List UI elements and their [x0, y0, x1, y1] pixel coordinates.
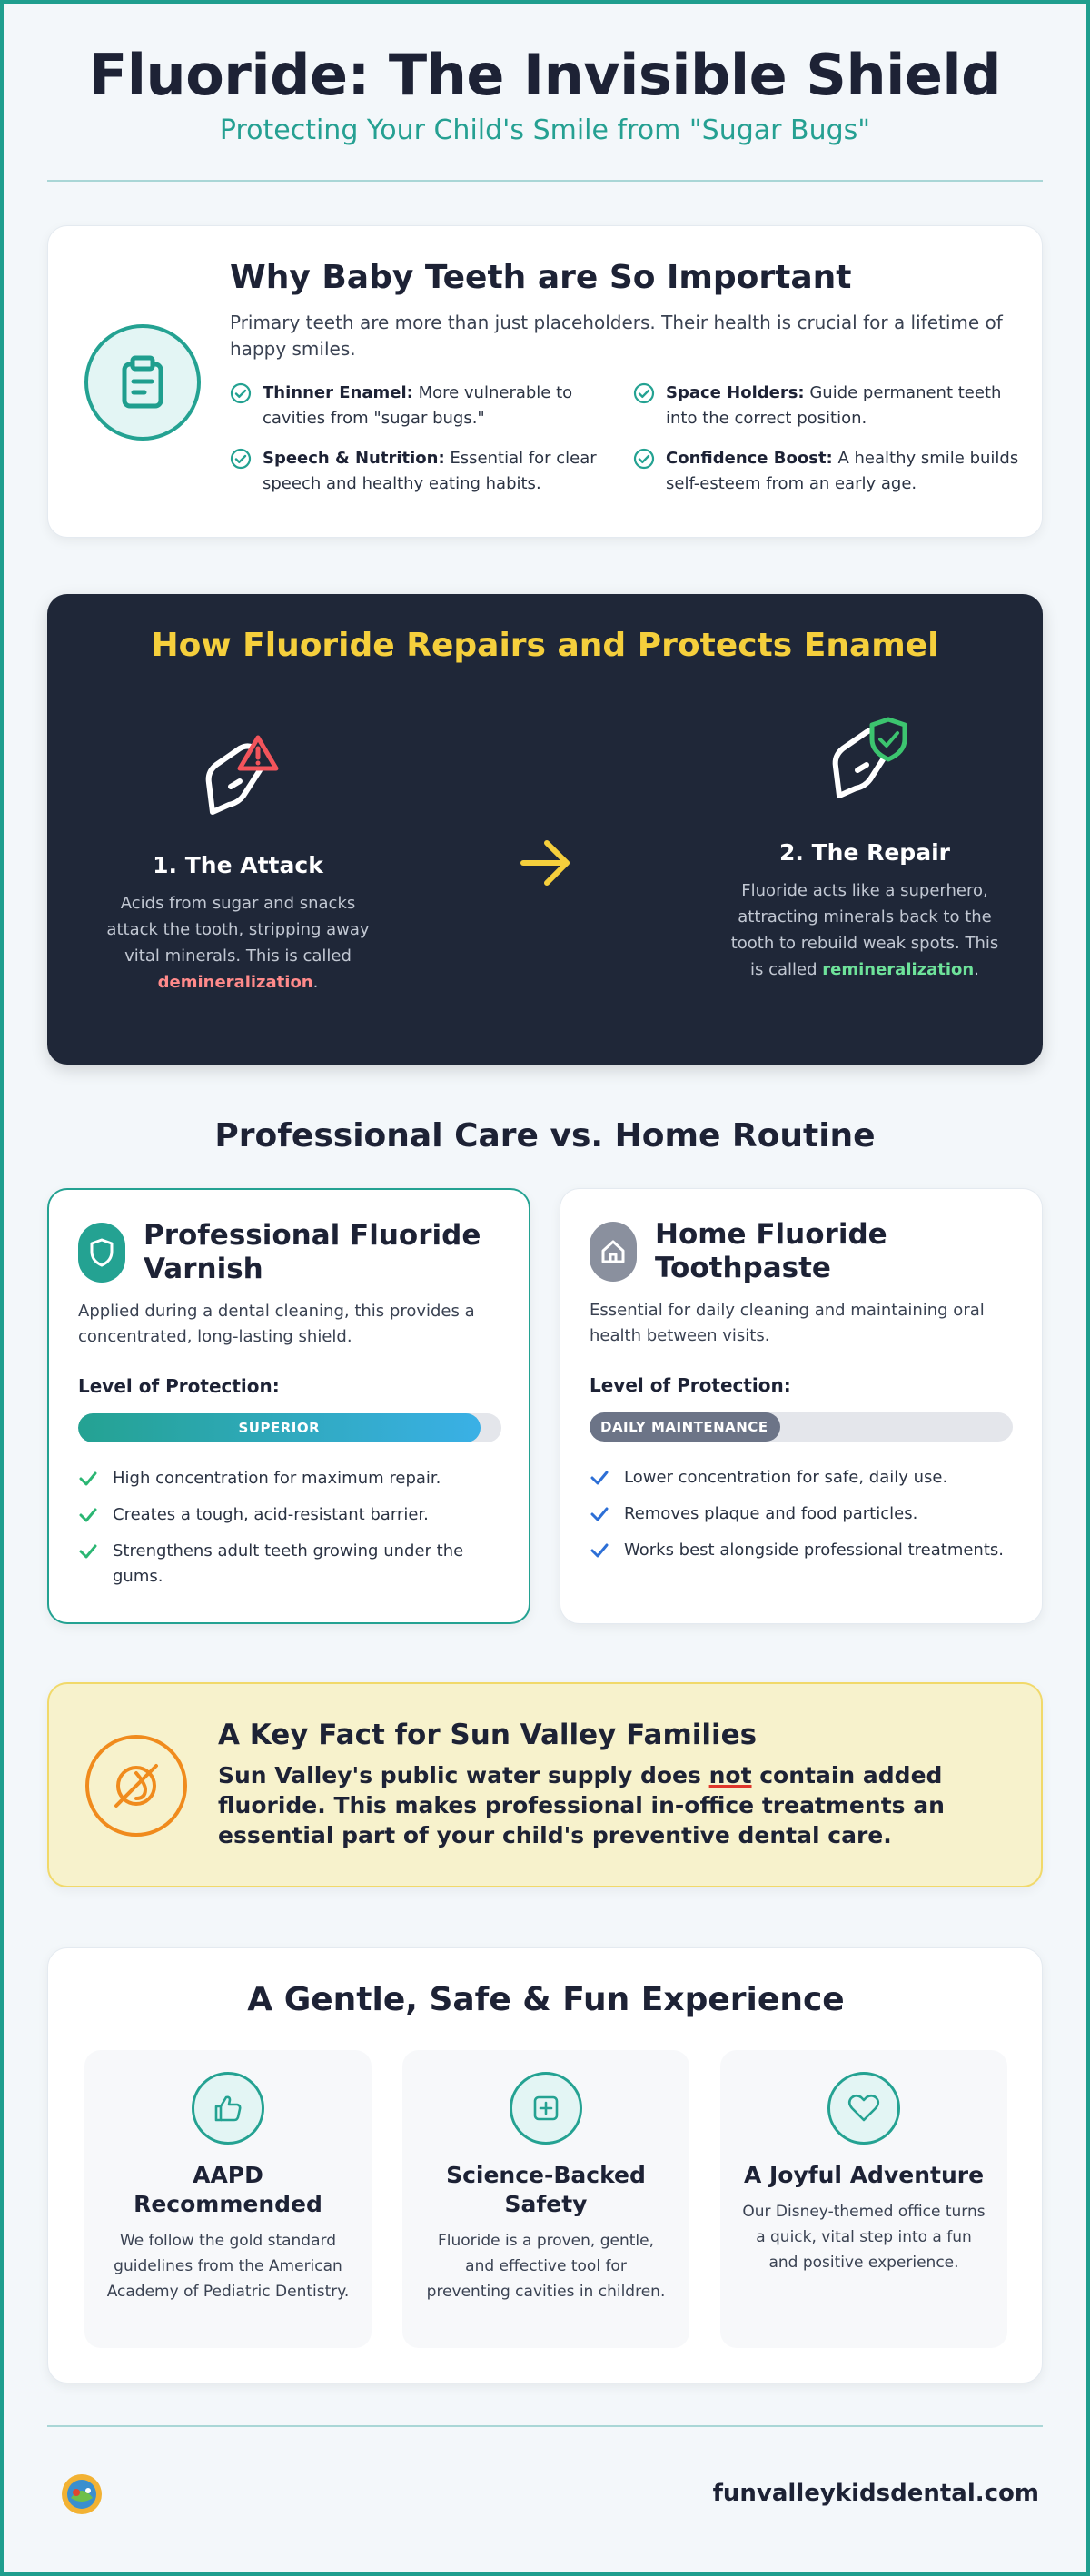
home-icon	[590, 1222, 637, 1282]
professional-title: Professional Fluoride Varnish	[144, 1219, 481, 1285]
attack-end: .	[312, 973, 319, 992]
home-desc: Essential for daily cleaning and maintaining oral health between visits.	[590, 1301, 985, 1345]
professional-varnish-card	[47, 1188, 530, 1624]
fact-label: Space Holders:	[666, 383, 805, 402]
check-icon	[78, 1470, 98, 1488]
experience-section	[47, 1947, 1043, 2383]
list-item-text: Creates a tough, acid-resistant barrier.	[113, 1505, 429, 1524]
remineralization-term: remineralization	[822, 960, 975, 979]
professional-desc: Applied during a dental cleaning, this provides a concentrated, long-lasting shield.	[78, 1302, 475, 1346]
fact-speech-nutrition	[263, 446, 626, 497]
compare-title: Professional Care vs. Home Routine	[214, 1117, 876, 1154]
professional-level-label: Level of Protection:	[78, 1375, 280, 1397]
baby-teeth-title: Why Baby Teeth are So Important	[230, 259, 852, 296]
fact-thinner-enamel	[263, 381, 626, 431]
experience-card-joyful	[720, 2050, 1007, 2348]
demineralization-term: demineralization	[157, 973, 313, 992]
baby-teeth-card	[47, 225, 1043, 538]
key-fact-after: contain added fluoride. This makes professional in-office treatments an essential part of your child's preventive dental care.	[218, 1762, 945, 1848]
practice-logo	[58, 2471, 105, 2518]
website-link[interactable]: funvalleykidsdental.com	[712, 2480, 1039, 2507]
plus-square-icon	[510, 2072, 582, 2145]
experience-card-text: We follow the gold standard guidelines from the American Academy of Pediatric Dentistry.	[106, 2232, 350, 2301]
list-item	[113, 1502, 494, 1528]
repair-title: How Fluoride Repairs and Protects Enamel	[151, 627, 939, 664]
check-circle-icon	[633, 448, 655, 470]
tooth-warning-icon	[193, 728, 292, 828]
experience-card-aapd	[84, 2050, 372, 2348]
attack-title: 1. The Attack	[153, 852, 323, 878]
experience-card-text: Fluoride is a proven, gentle, and effective tool for preventing cavities in children.	[426, 2232, 666, 2301]
list-item	[113, 1539, 494, 1590]
check-circle-icon	[230, 448, 252, 470]
fact-confidence-boost	[666, 446, 1029, 497]
attack-text	[102, 890, 374, 996]
check-circle-icon	[230, 382, 252, 404]
fact-space-holders	[666, 381, 1029, 431]
key-fact-title: A Key Fact for Sun Valley Families	[218, 1719, 758, 1751]
fact-label: Confidence Boost:	[666, 449, 833, 468]
experience-card-title: AAPD Recommended	[134, 2162, 322, 2217]
key-fact-text	[218, 1760, 963, 1850]
list-item-text: High concentration for maximum repair.	[113, 1469, 441, 1488]
list-item	[624, 1501, 1006, 1527]
fact-label: Thinner Enamel:	[263, 383, 413, 402]
no-water-drop-icon	[85, 1735, 187, 1837]
fluoride-repair-panel	[47, 594, 1043, 1065]
heart-icon	[827, 2072, 900, 2145]
check-icon	[590, 1505, 609, 1523]
thumbs-up-icon	[192, 2072, 264, 2145]
experience-card-text: Our Disney-themed office turns a quick, vital step into a fun and positive experience.	[742, 2203, 986, 2272]
check-icon	[590, 1469, 609, 1487]
list-item-text: Strengthens adult teeth growing under the gums.	[113, 1541, 464, 1586]
fact-text: Essential for clear speech and healthy eating habits.	[263, 449, 597, 493]
fact-text: A healthy smile builds self-esteem from an early age.	[666, 449, 1019, 493]
list-item-text: Removes plaque and food particles.	[624, 1504, 918, 1523]
check-circle-icon	[633, 382, 655, 404]
professional-benefits-list	[113, 1466, 494, 1600]
header-divider	[47, 180, 1043, 182]
baby-teeth-intro: Primary teeth are more than just placeholders. Their health is crucial for a lifetime of happy smiles.	[230, 312, 1003, 360]
list-item	[113, 1466, 494, 1491]
shield-icon	[78, 1223, 125, 1283]
home-protection-bar	[590, 1412, 1013, 1442]
attack-desc: Acids from sugar and snacks attack the tooth, stripping away vital minerals. This is called	[106, 894, 370, 966]
protection-bar-fill: DAILY MAINTENANCE	[590, 1412, 780, 1442]
home-toothpaste-card	[560, 1188, 1043, 1624]
home-title: Home Fluoride Toothpaste	[655, 1218, 887, 1284]
list-item	[624, 1465, 1006, 1491]
repair-step-title: 2. The Repair	[779, 839, 950, 866]
protection-bar-fill: SUPERIOR	[78, 1413, 481, 1442]
list-item-text: Works best alongside professional treatments.	[624, 1541, 1004, 1560]
experience-card-safety	[402, 2050, 689, 2348]
fact-text: More vulnerable to cavities from "sugar bugs."	[263, 383, 573, 428]
page-title: Fluoride: The Invisible Shield	[88, 42, 1002, 108]
experience-title: A Gentle, Safe & Fun Experience	[247, 1981, 845, 2018]
experience-card-title: Science-Backed Safety	[446, 2162, 646, 2217]
experience-card-title: A Joyful Adventure	[743, 2162, 985, 2188]
arrow-right-icon	[518, 837, 576, 888]
professional-protection-bar	[78, 1413, 501, 1442]
footer-divider	[47, 2425, 1043, 2427]
check-icon	[78, 1542, 98, 1560]
list-item	[624, 1538, 1006, 1563]
list-item-text: Lower concentration for safe, daily use.	[624, 1468, 948, 1487]
clipboard-icon	[84, 324, 201, 441]
check-icon	[590, 1541, 609, 1560]
key-fact-callout	[47, 1682, 1043, 1887]
check-icon	[78, 1506, 98, 1524]
repair-desc: Fluoride acts like a superhero, attracting minerals back to the tooth to rebuild weak spots. This is called	[730, 881, 999, 979]
home-level-label: Level of Protection:	[590, 1374, 791, 1396]
repair-step-text	[728, 877, 1001, 983]
key-fact-before: Sun Valley's public water supply does	[218, 1762, 709, 1788]
fact-text: Guide permanent teeth into the correct position.	[666, 383, 1002, 428]
fact-label: Speech & Nutrition:	[263, 449, 445, 468]
key-fact-not: not	[708, 1762, 752, 1788]
repair-end: .	[974, 960, 979, 979]
page-subtitle: Protecting Your Child's Smile from "Sugar Bugs"	[219, 114, 871, 146]
tooth-shield-icon	[819, 712, 919, 812]
home-benefits-list	[624, 1465, 1006, 1574]
